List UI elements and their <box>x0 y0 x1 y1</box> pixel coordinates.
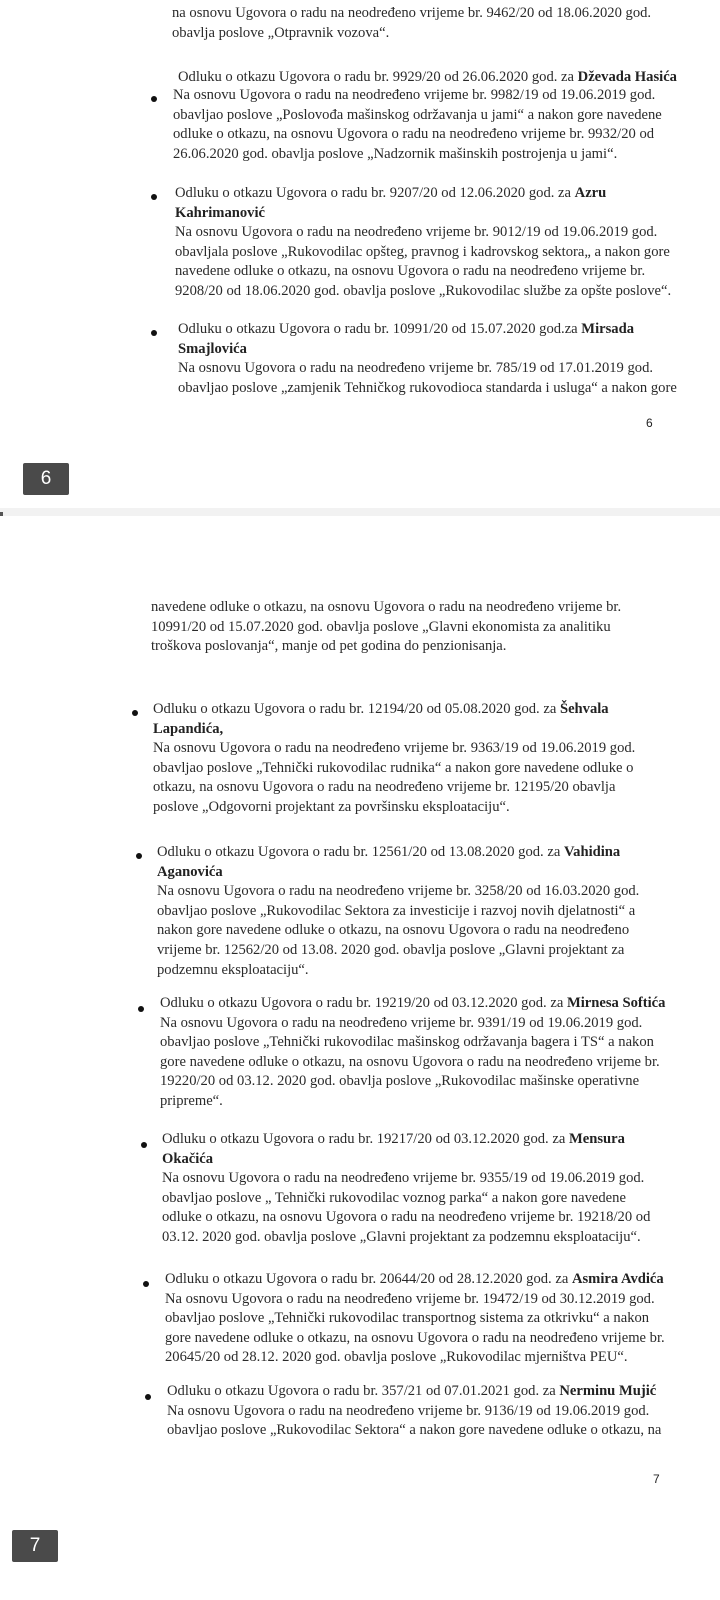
bullet-icon <box>138 1006 144 1012</box>
bullet-icon <box>132 710 138 716</box>
employee-name: Kahrimanović <box>175 204 265 221</box>
entry-hasic <box>178 68 677 88</box>
page-badge: 6 <box>23 463 69 495</box>
text-line: navedene odluke o otkazu, na osnovu Ugovora o radu na neodređeno vrijeme br. <box>151 599 622 615</box>
text-line: 10991/20 od 15.07.2020 god. obavlja poslove „Glavni ekonomista za analitiku <box>151 618 611 635</box>
text-line: Na osnovu Ugovora o radu na neodređeno vrijeme br. 9391/19 od 19.06.2019 god. <box>160 1014 643 1031</box>
text-line: 19220/20 od 03.12. 2020 god. obavlja poslove „Rukovodilac mašinske operativne <box>160 1073 640 1090</box>
text-line: podzemnu eksploataciju“. <box>157 961 309 978</box>
employee-name: Dževada Hasića <box>577 69 677 85</box>
entry-heading-cont <box>162 1150 650 1170</box>
page-number: 6 <box>646 416 653 430</box>
entry-body <box>173 86 662 164</box>
text-line: 9208/20 od 18.06.2020 god. obavlja poslove „Rukovodilac službe za opšte poslove“. <box>175 282 672 299</box>
employee-name: Nerminu Mujić <box>559 1383 657 1399</box>
bullet-icon <box>151 96 157 102</box>
text-line: Na osnovu Ugovora o radu na neodređeno vrijeme br. 3258/20 od 16.03.2020 god. <box>157 883 640 900</box>
text-line: 20645/20 od 28.12. 2020 god. obavlja poslove „Rukovodilac mjerništva PEU“. <box>165 1349 628 1366</box>
entry-heading: Odluku o otkazu Ugovora o radu br. 9207/20 od 12.06.2020 god. za Azru <box>175 185 607 201</box>
text-line: Na osnovu Ugovora o radu na neodređeno vrijeme br. 9355/19 od 19.06.2019 god. <box>162 1170 645 1187</box>
employee-name: Vahidina <box>563 844 621 860</box>
text-line: obavljao poslove „Tehnički rukovodilac rudnika“ a nakon gore navedene odluke o <box>153 759 634 776</box>
text-line: nakon gore navedene odluke o otkazu, na osnovu Ugovora o radu na neodređeno <box>157 922 630 939</box>
bullet-icon <box>136 853 142 859</box>
text-line: troškova poslovanja“, manje od pet godina do penzionisanja. <box>151 638 507 655</box>
employee-name: Smajlovića <box>178 340 247 357</box>
entry-kahrimanovic <box>175 184 671 302</box>
bullet-icon <box>141 1142 147 1148</box>
text-line: obavljao poslove „Tehnički rukovodilac transportnog sistema za otkrivku“ a nakon <box>165 1310 650 1327</box>
entry-heading: Odluku o otkazu Ugovora o radu br. 12561/20 od 13.08.2020 god. za Vahidina <box>157 844 621 860</box>
text-line: pripreme“. <box>160 1092 223 1109</box>
text-line: obavlja poslove „Otpravnik vozova“. <box>172 24 390 41</box>
entry-aganovic <box>157 843 639 980</box>
text-line: obavljao poslove „Poslovođa mašinskog održavanja u jami“ a nakon gore navedene <box>173 106 662 123</box>
paragraph-continuation <box>151 598 621 657</box>
text-line: poslove „Odgovorni projektant za površinsku eksploataciju“. <box>153 798 510 815</box>
text-line: obavljao poslove „Rukovodilac Sektora“ a nakon gore navedene odluke o otkazu, na <box>167 1422 662 1439</box>
text-line: odluke o otkazu, na osnovu Ugovora o radu na neodređeno vrijeme br. 9932/20 od <box>173 126 655 143</box>
entry-heading: Odluku o otkazu Ugovora o radu br. 10991/20 od 15.07.2020 god.za Mirsada <box>178 321 634 337</box>
entry-heading-cont <box>157 863 639 883</box>
entry-heading-cont <box>153 720 635 740</box>
text-line: 03.12. 2020 god. obavlja poslove „Glavni projektant za podzemnu eksploataciju“. <box>162 1228 641 1245</box>
text-line: gore navedene odluke o otkazu, na osnovu Ugovora o radu na neodređeno vrijeme br. <box>160 1053 660 1070</box>
bullet-icon <box>145 1394 151 1400</box>
entry-heading: Odluku o otkazu Ugovora o radu br. 12194/20 od 05.08.2020 god. za Šehvala <box>153 701 609 717</box>
employee-name: Mirnesa Softića <box>566 995 666 1011</box>
entry-lapandic <box>153 700 635 818</box>
entry-heading: Odluku o otkazu Ugovora o radu br. 19219/20 od 03.12.2020 god. za Mirnesa Softića <box>160 995 666 1011</box>
text-line: odluke o otkazu, na osnovu Ugovora o radu na neodređeno vrijeme br. 19218/20 od <box>162 1209 651 1226</box>
page-number: 7 <box>653 1472 660 1486</box>
entry-okacic <box>162 1130 650 1248</box>
employee-name: Asmira Avdića <box>571 1271 664 1287</box>
text-line: obavljao poslove „Rukovodilac Sektora za investicije i razvoj novih djelatnosti“ a <box>157 902 636 919</box>
text-line: obavljao poslove „ Tehnički rukovodilac voznog parka“ a nakon gore navedene <box>162 1189 626 1206</box>
employee-name: Lapandića, <box>153 720 224 737</box>
text-line: vrijeme br. 12562/20 od 13.08. 2020 god. obavlja poslove „Glavni projektant za <box>157 941 625 958</box>
bullet-icon <box>151 330 157 336</box>
text-line: navedene odluke o otkazu, na osnovu Ugovora o radu na neodređeno vrijeme br. <box>175 263 646 280</box>
text-line: Na osnovu Ugovora o radu na neodređeno vrijeme br. 9136/19 od 19.06.2019 god. <box>167 1402 650 1419</box>
entry-softic <box>160 994 665 1112</box>
text-line: Na osnovu Ugovora o radu na neodređeno vrijeme br. 9363/19 od 19.06.2019 god. <box>153 740 636 757</box>
entry-heading: Odluku o otkazu Ugovora o radu br. 357/21 od 07.01.2021 god. za Nerminu Mujić <box>167 1383 657 1399</box>
bullet-icon <box>151 194 157 200</box>
text-line: 26.06.2020 god. obavlja poslove „Nadzornik mašinskih postrojenja u jami“. <box>173 145 618 162</box>
employee-name: Okačića <box>162 1150 214 1167</box>
text-line: otkazu, na osnovu Ugovora o radu na neodređeno vrijeme br. 12195/20 obavlja <box>153 779 616 796</box>
paragraph-continuation <box>172 4 651 43</box>
employee-name: Azru <box>574 185 607 201</box>
entry-heading: Odluku o otkazu Ugovora o radu br. 9929/20 od 26.06.2020 god. za Dževada Hasića <box>178 69 677 85</box>
text-line: Na osnovu Ugovora o radu na neodređeno vrijeme br. 19472/19 od 30.12.2019 god. <box>165 1290 655 1307</box>
entry-avdic <box>165 1270 665 1368</box>
text-line: Na osnovu Ugovora o radu na neodređeno vrijeme br. 785/19 od 17.01.2019 god. <box>178 360 654 377</box>
document-page-7 <box>0 516 720 1600</box>
text-line: obavljao poslove „zamjenik Tehničkog rukovodioca standarda i usluga“ a nakon gore <box>178 379 677 396</box>
employee-name: Šehvala <box>559 701 609 717</box>
text-line: Na osnovu Ugovora o radu na neodređeno vrijeme br. 9012/19 od 19.06.2019 god. <box>175 224 658 241</box>
bullet-icon <box>143 1281 149 1287</box>
entry-heading-cont <box>178 340 677 360</box>
page-badge: 7 <box>12 1530 58 1562</box>
employee-name: Mirsada <box>581 321 634 337</box>
entry-smajlovic <box>178 320 677 398</box>
text-line: Na osnovu Ugovora o radu na neodređeno vrijeme br. 9982/19 od 19.06.2019 god. <box>173 87 656 103</box>
entry-mujic <box>167 1382 661 1441</box>
employee-name: Mensura <box>568 1131 625 1147</box>
entry-heading: Odluku o otkazu Ugovora o radu br. 20644/20 od 28.12.2020 god. za Asmira Avdića <box>165 1271 664 1287</box>
text-line: gore navedene odluke o otkazu, na osnovu Ugovora o radu na neodređeno vrijeme br. <box>165 1329 665 1346</box>
employee-name: Aganovića <box>157 863 223 880</box>
text-line: obavljala poslove „Rukovodilac opšteg, pravnog i kadrovskog sektora„ a nakon gore <box>175 243 670 260</box>
entry-heading-cont <box>175 204 671 224</box>
text-line: na osnovu Ugovora o radu na neodređeno vrijeme br. 9462/20 od 18.06.2020 god. <box>172 5 652 21</box>
document-page-6 <box>0 0 720 508</box>
text-line: obavljao poslove „Tehnički rukovodilac mašinskog održavanja bagera i TS“ a nakon <box>160 1034 654 1051</box>
entry-heading: Odluku o otkazu Ugovora o radu br. 19217/20 od 03.12.2020 god. za Mensura <box>162 1131 625 1147</box>
